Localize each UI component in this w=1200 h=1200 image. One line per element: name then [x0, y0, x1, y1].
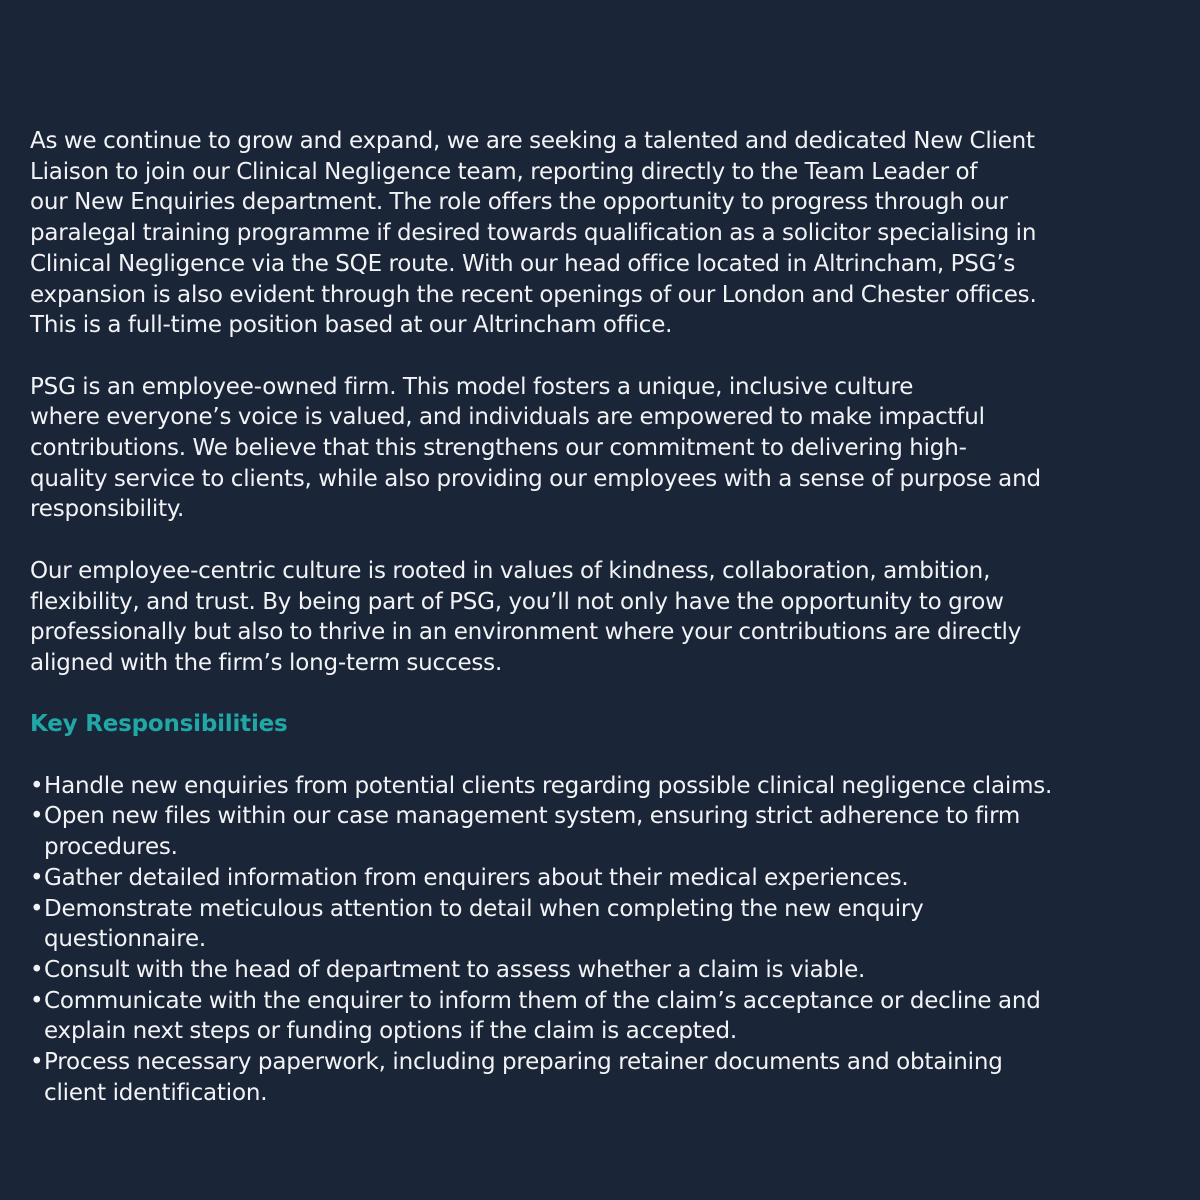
list-item-text: Handle new enquiries from potential clients regarding possible clinical negligence claims. [44, 772, 1053, 799]
bullet-icon: • [30, 956, 44, 983]
bullet-icon: • [30, 987, 44, 1014]
list-item-text: Communicate with the enquirer to inform them of the claim’s acceptance or decline and explain next steps or funding options if the claim is accepted. [44, 987, 1041, 1045]
spacer [30, 740, 1170, 771]
bullet-icon: • [30, 1049, 44, 1076]
intro-paragraph: As we continue to grow and expand, we are seeking a talented and dedicated New Client Liaison to join our Clinical Negligence team, reporting directly to the Team Leader of our New Enquiries department. The role offers the opportunity to progress through our paralegal training programme if desired towards qualification as a solicitor specialising in Clinical Negligence via the SQE route. With our head office located in Altrincham, PSG’s expansion is also evident through the recent openings of our London and Chester offices. This is a full-time position based at our Altrincham office. [30, 128, 1037, 339]
list-item [30, 1047, 1170, 1108]
list-item-text: Demonstrate meticulous attention to detail when completing the new enquiry questionnaire. [44, 895, 924, 953]
spacer [30, 679, 1170, 710]
list-item [30, 801, 1170, 862]
list-item [30, 955, 1170, 986]
list-item [30, 986, 1170, 1047]
key-responsibilities-heading: Key Responsibilities [30, 711, 288, 738]
list-item [30, 863, 1170, 894]
culture-paragraph: Our employee-centric culture is rooted in values of kindness, collaboration, ambition, flexibility, and trust. By being part of PSG, you’ll not only have the opportunity to grow professionally but also to thrive in an environment where your contributions are directly aligned with the firm’s long-term success. [30, 557, 1022, 676]
ownership-paragraph: PSG is an employee-owned firm. This model fosters a unique, inclusive culture where everyone’s voice is valued, and individuals are empowered to make impactful contributions. We believe that this strengthens our commitment to delivering high- quality service to clients, while also providing our employees with a sense of purpose and responsibility. [30, 373, 1041, 523]
spacer [30, 525, 1170, 556]
list-item-text: Open new files within our case management system, ensuring strict adherence to firm procedures. [44, 803, 1021, 861]
spacer [30, 341, 1170, 372]
bullet-icon: • [30, 864, 44, 891]
responsibilities-list [30, 771, 1170, 1109]
list-item-text: Consult with the head of department to assess whether a claim is viable. [44, 956, 866, 983]
bullet-icon: • [30, 803, 44, 830]
list-item-text: Process necessary paperwork, including preparing retainer documents and obtaining client identification. [44, 1049, 1003, 1106]
list-item [30, 771, 1170, 802]
list-item [30, 894, 1170, 955]
list-item-text: Gather detailed information from enquirers about their medical experiences. [44, 864, 909, 891]
bullet-icon: • [30, 895, 44, 922]
bullet-icon: • [30, 772, 44, 799]
